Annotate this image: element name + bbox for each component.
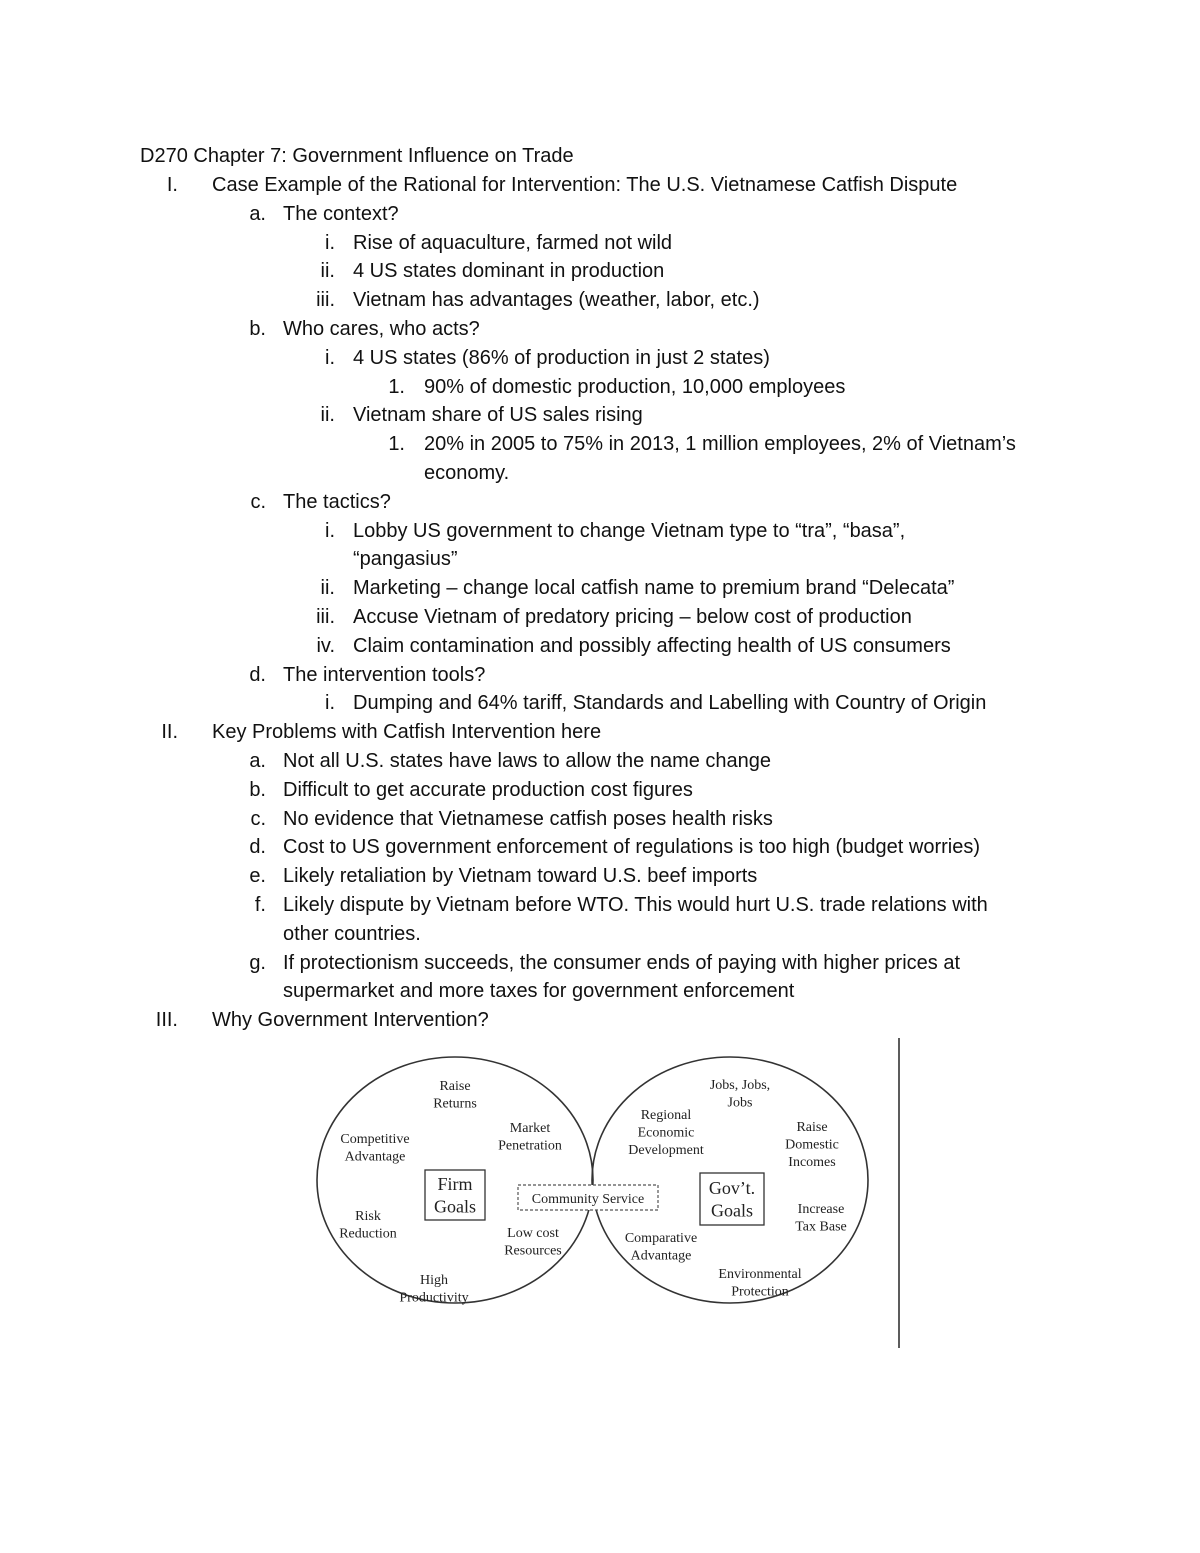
outline-item: Claim contamination and possibly affecting health of US consumers	[353, 634, 951, 657]
outline-item-marker: i.	[325, 346, 335, 369]
section-heading-marker: II.	[161, 721, 178, 744]
outline-item: Difficult to get accurate production cost figures	[283, 778, 693, 801]
section-heading: Key Problems with Catfish Intervention here	[212, 721, 602, 744]
outline-item: Likely dispute by Vietnam before WTO. This would hurt U.S. trade relations with	[283, 894, 988, 916]
outline-item-marker: ii.	[320, 260, 335, 283]
outline-item-marker: ii.	[320, 577, 335, 600]
outline-item: Vietnam has advantages (weather, labor, etc.)	[353, 289, 760, 312]
outline-item-marker: b.	[249, 778, 266, 801]
outline-item: 4 US states dominant in production	[353, 260, 665, 283]
outline-item-marker: iv.	[316, 634, 335, 657]
community-service-label: Community Service	[531, 1192, 645, 1207]
gov-goal-label: Regional Economic Development	[628, 1108, 704, 1158]
outline-item-marker: d.	[249, 836, 266, 859]
outline-item: Accuse Vietnam of predatory pricing – below cost of production	[353, 606, 912, 628]
outline-item-marker: i.	[325, 692, 335, 715]
outline-item-marker: d.	[249, 663, 266, 686]
outline-item: Who cares, who acts?	[283, 318, 480, 340]
gov-goal-label: Comparative Advantage	[624, 1231, 698, 1264]
section-heading-marker: III.	[155, 1009, 178, 1032]
outline-item-marker: iii.	[316, 606, 335, 628]
firm-goal-label: Low cost Resources	[504, 1226, 562, 1259]
firm-goal-label: Market Penetration	[498, 1121, 562, 1154]
outline-item-marker: i.	[325, 231, 335, 254]
outline-item-marker: b.	[249, 318, 266, 340]
firm-goal-label: Competitive Advantage	[340, 1132, 410, 1165]
outline-item-marker: g.	[249, 951, 266, 974]
outline-item-marker: c.	[250, 490, 266, 513]
outline-item-marker: ii.	[320, 404, 335, 427]
outline-item: 20% in 2005 to 75% in 2013, 1 million employees, 2% of Vietnam’s	[424, 433, 1016, 456]
outline-item: supermarket and more taxes for government enforcement	[283, 980, 795, 1003]
outline-item: No evidence that Vietnamese catfish poses health risks	[283, 807, 773, 830]
firm-goal-label: Raise Returns	[433, 1079, 477, 1112]
outline-item: The context?	[283, 202, 399, 225]
gov-goal-label: Increase Tax Base	[795, 1202, 847, 1235]
outline-item-marker: c.	[250, 807, 266, 830]
outline-item-marker: a.	[249, 202, 266, 225]
gov-goals-label: Gov’t. Goals	[708, 1178, 756, 1221]
outline-item: Rise of aquaculture, farmed not wild	[353, 231, 673, 254]
outline-item-marker: 1.	[388, 433, 405, 456]
gov-goal-label: Environmental Protection	[718, 1267, 802, 1300]
outline-item: The intervention tools?	[283, 663, 486, 686]
outline-item: 90% of domestic production, 10,000 employees	[424, 375, 846, 398]
outline-item: economy.	[424, 462, 510, 484]
outline-item: Not all U.S. states have laws to allow the name change	[283, 750, 772, 772]
outline-item-marker: i.	[325, 519, 335, 542]
outline-item-marker: e.	[249, 865, 266, 888]
outline-item: Lobby US government to change Vietnam type to “tra”, “basa”,	[353, 519, 906, 542]
outline-item: “pangasius”	[353, 548, 458, 571]
outline-item: Cost to US government enforcement of regulations is too high (budget worries)	[283, 836, 981, 859]
venn-svg	[300, 1030, 920, 1360]
firm-goal-label: High Productivity	[399, 1273, 469, 1306]
outline-item: The tactics?	[283, 490, 391, 513]
gov-goal-label: Raise Domestic Incomes	[785, 1120, 839, 1170]
firm-goal-label: Risk Reduction	[339, 1209, 397, 1242]
section-heading: Case Example of the Rational for Intervention: The U.S. Vietnamese Catfish Dispute	[212, 174, 958, 196]
outline-item: Marketing – change local catfish name to premium brand “Delecata”	[353, 577, 955, 600]
outline-item: 4 US states (86% of production in just 2 states)	[353, 346, 770, 369]
outline-item: Dumping and 64% tariff, Standards and Labelling with Country of Origin	[353, 692, 987, 715]
gov-goal-label: Jobs, Jobs, Jobs	[709, 1078, 771, 1111]
document-title: D270 Chapter 7: Government Influence on Trade	[140, 145, 574, 167]
outline-item: other countries.	[283, 922, 421, 945]
section-heading-marker: I.	[166, 174, 178, 196]
outline-item: Likely retaliation by Vietnam toward U.S. beef imports	[283, 865, 758, 888]
section-heading: Why Government Intervention?	[212, 1009, 489, 1032]
outline-item-marker: iii.	[316, 289, 335, 312]
outline-item-marker: f.	[254, 894, 266, 916]
outline-item-marker: a.	[249, 750, 266, 772]
goals-venn-diagram	[300, 1030, 920, 1360]
firm-goals-label: Firm Goals	[434, 1174, 476, 1217]
outline-item-marker: 1.	[388, 375, 405, 398]
outline-item: Vietnam share of US sales rising	[353, 404, 643, 427]
outline-item: If protectionism succeeds, the consumer ends of paying with higher prices at	[283, 951, 961, 974]
